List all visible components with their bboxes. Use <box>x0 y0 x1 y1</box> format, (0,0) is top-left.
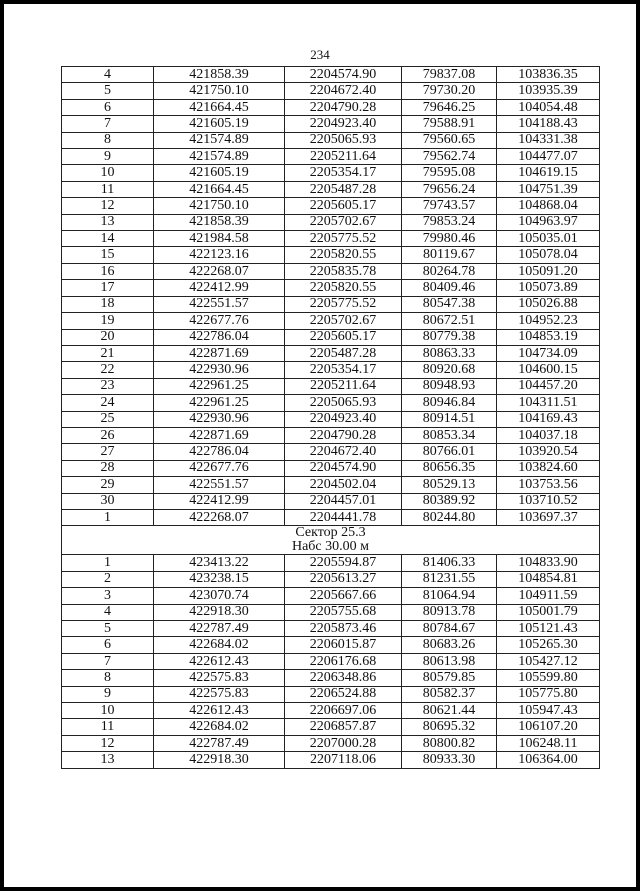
local-y-cell: 104477.07 <box>497 149 600 165</box>
coord-x-cell: 422871.69 <box>154 427 285 443</box>
point-number-cell: 5 <box>62 83 154 99</box>
point-number-cell: 28 <box>62 460 154 476</box>
coord-y-cell: 2204672.40 <box>285 444 402 460</box>
table-row <box>62 735 600 751</box>
local-x-cell: 80948.93 <box>402 378 497 394</box>
table-row <box>62 149 600 165</box>
table-row <box>62 99 600 115</box>
point-number-cell: 9 <box>62 686 154 702</box>
local-y-cell: 104619.15 <box>497 165 600 181</box>
coord-y-cell: 2205820.55 <box>285 280 402 296</box>
local-y-cell: 104911.59 <box>497 588 600 604</box>
coord-x-cell: 422787.49 <box>154 735 285 751</box>
local-y-cell: 104963.97 <box>497 214 600 230</box>
table-row <box>62 427 600 443</box>
local-x-cell: 80913.78 <box>402 604 497 620</box>
point-number-cell: 25 <box>62 411 154 427</box>
coord-x-cell: 421858.39 <box>154 214 285 230</box>
coord-x-cell: 421664.45 <box>154 181 285 197</box>
local-y-cell: 104751.39 <box>497 181 600 197</box>
table-row <box>62 181 600 197</box>
local-y-cell: 103753.56 <box>497 477 600 493</box>
point-number-cell: 10 <box>62 703 154 719</box>
coord-y-cell: 2205605.17 <box>285 329 402 345</box>
table-row <box>62 621 600 637</box>
local-y-cell: 104952.23 <box>497 313 600 329</box>
local-x-cell: 80863.33 <box>402 345 497 361</box>
table-row <box>62 296 600 312</box>
local-x-cell: 79980.46 <box>402 231 497 247</box>
local-x-cell: 80529.13 <box>402 477 497 493</box>
coord-y-cell: 2205873.46 <box>285 621 402 637</box>
point-number-cell: 1 <box>62 509 154 525</box>
local-y-cell: 104169.43 <box>497 411 600 427</box>
coord-y-cell: 2205820.55 <box>285 247 402 263</box>
table-row <box>62 670 600 686</box>
local-x-cell: 80683.26 <box>402 637 497 653</box>
table-row <box>62 67 600 83</box>
coord-x-cell: 422918.30 <box>154 752 285 768</box>
table-row <box>62 280 600 296</box>
coord-y-cell: 2206348.86 <box>285 670 402 686</box>
local-y-cell: 105599.80 <box>497 670 600 686</box>
local-y-cell: 104331.38 <box>497 132 600 148</box>
local-y-cell: 104054.48 <box>497 99 600 115</box>
coord-y-cell: 2205702.67 <box>285 214 402 230</box>
table-row <box>62 132 600 148</box>
point-number-cell: 19 <box>62 313 154 329</box>
local-x-cell: 80621.44 <box>402 703 497 719</box>
table-row <box>62 703 600 719</box>
point-number-cell: 15 <box>62 247 154 263</box>
local-x-cell: 81064.94 <box>402 588 497 604</box>
coord-x-cell: 422123.16 <box>154 247 285 263</box>
coord-x-cell: 422786.04 <box>154 329 285 345</box>
table-row <box>62 198 600 214</box>
coord-y-cell: 2206857.87 <box>285 719 402 735</box>
local-y-cell: 105427.12 <box>497 653 600 669</box>
table-row <box>62 378 600 394</box>
local-x-cell: 80920.68 <box>402 362 497 378</box>
point-number-cell: 13 <box>62 214 154 230</box>
local-x-cell: 80119.67 <box>402 247 497 263</box>
point-number-cell: 13 <box>62 752 154 768</box>
local-x-cell: 80547.38 <box>402 296 497 312</box>
point-number-cell: 11 <box>62 719 154 735</box>
local-y-cell: 103836.35 <box>497 67 600 83</box>
local-y-cell: 105078.04 <box>497 247 600 263</box>
point-number-cell: 7 <box>62 653 154 669</box>
point-number-cell: 27 <box>62 444 154 460</box>
coord-x-cell: 422575.83 <box>154 686 285 702</box>
point-number-cell: 21 <box>62 345 154 361</box>
point-number-cell: 8 <box>62 670 154 686</box>
coord-y-cell: 2207000.28 <box>285 735 402 751</box>
local-x-cell: 80672.51 <box>402 313 497 329</box>
coord-y-cell: 2204457.01 <box>285 493 402 509</box>
local-y-cell: 104853.19 <box>497 329 600 345</box>
local-y-cell: 104457.20 <box>497 378 600 394</box>
table-row <box>62 395 600 411</box>
coord-x-cell: 423070.74 <box>154 588 285 604</box>
local-x-cell: 80656.35 <box>402 460 497 476</box>
table-row <box>62 588 600 604</box>
coord-y-cell: 2205702.67 <box>285 313 402 329</box>
local-x-cell: 80784.67 <box>402 621 497 637</box>
local-y-cell: 106107.20 <box>497 719 600 735</box>
point-number-cell: 12 <box>62 198 154 214</box>
local-x-cell: 79595.08 <box>402 165 497 181</box>
local-x-cell: 80582.37 <box>402 686 497 702</box>
coord-x-cell: 422930.96 <box>154 362 285 378</box>
coord-x-cell: 421664.45 <box>154 99 285 115</box>
point-number-cell: 26 <box>62 427 154 443</box>
point-number-cell: 7 <box>62 116 154 132</box>
table-row <box>62 411 600 427</box>
local-x-cell: 80779.38 <box>402 329 497 345</box>
coord-y-cell: 2204574.90 <box>285 460 402 476</box>
coord-x-cell: 422412.99 <box>154 493 285 509</box>
table-row <box>62 329 600 345</box>
local-y-cell: 104311.51 <box>497 395 600 411</box>
local-x-cell: 80579.85 <box>402 670 497 686</box>
coord-y-cell: 2205487.28 <box>285 181 402 197</box>
local-x-cell: 80244.80 <box>402 509 497 525</box>
local-x-cell: 80853.34 <box>402 427 497 443</box>
coord-x-cell: 422786.04 <box>154 444 285 460</box>
document-page <box>4 4 636 887</box>
local-x-cell: 79730.20 <box>402 83 497 99</box>
local-x-cell: 80946.84 <box>402 395 497 411</box>
point-number-cell: 4 <box>62 67 154 83</box>
table-row <box>62 247 600 263</box>
coord-y-cell: 2205667.66 <box>285 588 402 604</box>
table-row <box>62 444 600 460</box>
sector-cell <box>62 526 600 555</box>
table-row <box>62 571 600 587</box>
local-y-cell: 105026.88 <box>497 296 600 312</box>
coord-y-cell: 2204574.90 <box>285 67 402 83</box>
table-row <box>62 165 600 181</box>
point-number-cell: 24 <box>62 395 154 411</box>
coord-x-cell: 422612.43 <box>154 653 285 669</box>
local-y-cell: 105091.20 <box>497 263 600 279</box>
coord-y-cell: 2205065.93 <box>285 395 402 411</box>
coord-x-cell: 422268.07 <box>154 263 285 279</box>
coord-x-cell: 422961.25 <box>154 378 285 394</box>
local-y-cell: 104734.09 <box>497 345 600 361</box>
coord-y-cell: 2205605.17 <box>285 198 402 214</box>
local-x-cell: 79743.57 <box>402 198 497 214</box>
local-x-cell: 79562.74 <box>402 149 497 165</box>
local-y-cell: 103697.37 <box>497 509 600 525</box>
coord-x-cell: 421574.89 <box>154 149 285 165</box>
table-row <box>62 686 600 702</box>
point-number-cell: 20 <box>62 329 154 345</box>
point-number-cell: 17 <box>62 280 154 296</box>
coord-x-cell: 422918.30 <box>154 604 285 620</box>
local-y-cell: 105073.89 <box>497 280 600 296</box>
point-number-cell: 11 <box>62 181 154 197</box>
coord-y-cell: 2206697.06 <box>285 703 402 719</box>
coord-y-cell: 2204790.28 <box>285 427 402 443</box>
coord-x-cell: 422551.57 <box>154 477 285 493</box>
coord-x-cell: 422412.99 <box>154 280 285 296</box>
point-number-cell: 23 <box>62 378 154 394</box>
table-row <box>62 83 600 99</box>
coord-x-cell: 422684.02 <box>154 719 285 735</box>
coord-y-cell: 2205354.17 <box>285 362 402 378</box>
coord-y-cell: 2204502.04 <box>285 477 402 493</box>
local-x-cell: 79837.08 <box>402 67 497 83</box>
local-y-cell: 105035.01 <box>497 231 600 247</box>
point-number-cell: 2 <box>62 571 154 587</box>
coord-x-cell: 422575.83 <box>154 670 285 686</box>
table-body-top <box>62 67 600 526</box>
local-x-cell: 79853.24 <box>402 214 497 230</box>
table-row <box>62 604 600 620</box>
coord-y-cell: 2204923.40 <box>285 411 402 427</box>
point-number-cell: 4 <box>62 604 154 620</box>
table-row <box>62 345 600 361</box>
table-row <box>62 493 600 509</box>
point-number-cell: 6 <box>62 99 154 115</box>
local-x-cell: 80800.82 <box>402 735 497 751</box>
local-x-cell: 79646.25 <box>402 99 497 115</box>
coord-y-cell: 2205211.64 <box>285 378 402 394</box>
local-x-cell: 80389.92 <box>402 493 497 509</box>
coord-x-cell: 423238.15 <box>154 571 285 587</box>
coord-x-cell: 422677.76 <box>154 460 285 476</box>
sector-height-label: Набс 30.00 м <box>291 539 370 555</box>
local-x-cell: 81231.55 <box>402 571 497 587</box>
local-x-cell: 79656.24 <box>402 181 497 197</box>
coord-x-cell: 421750.10 <box>154 198 285 214</box>
point-number-cell: 6 <box>62 637 154 653</box>
coord-x-cell: 422961.25 <box>154 395 285 411</box>
coord-x-cell: 422677.76 <box>154 313 285 329</box>
coord-x-cell: 422871.69 <box>154 345 285 361</box>
point-number-cell: 14 <box>62 231 154 247</box>
coord-y-cell: 2204672.40 <box>285 83 402 99</box>
coord-y-cell: 2205835.78 <box>285 263 402 279</box>
local-x-cell: 79588.91 <box>402 116 497 132</box>
sector-header <box>62 526 600 555</box>
point-number-cell: 5 <box>62 621 154 637</box>
table-row <box>62 313 600 329</box>
point-number-cell: 29 <box>62 477 154 493</box>
coord-x-cell: 423413.22 <box>154 555 285 571</box>
local-y-cell: 103935.39 <box>497 83 600 99</box>
local-y-cell: 103920.54 <box>497 444 600 460</box>
coord-x-cell: 422612.43 <box>154 703 285 719</box>
coord-y-cell: 2205755.68 <box>285 604 402 620</box>
local-y-cell: 105265.30 <box>497 637 600 653</box>
table-row <box>62 214 600 230</box>
coord-x-cell: 421984.58 <box>154 231 285 247</box>
coord-x-cell: 421574.89 <box>154 132 285 148</box>
point-number-cell: 9 <box>62 149 154 165</box>
table-row <box>62 263 600 279</box>
local-y-cell: 106248.11 <box>497 735 600 751</box>
local-x-cell: 80264.78 <box>402 263 497 279</box>
local-x-cell: 80766.01 <box>402 444 497 460</box>
local-y-cell: 103710.52 <box>497 493 600 509</box>
table-row <box>62 637 600 653</box>
coord-x-cell: 422787.49 <box>154 621 285 637</box>
local-y-cell: 104833.90 <box>497 555 600 571</box>
table-row <box>62 116 600 132</box>
local-x-cell: 80409.46 <box>402 280 497 296</box>
coord-x-cell: 422551.57 <box>154 296 285 312</box>
local-x-cell: 79560.65 <box>402 132 497 148</box>
table-row <box>62 460 600 476</box>
coord-y-cell: 2206015.87 <box>285 637 402 653</box>
local-y-cell: 104037.18 <box>497 427 600 443</box>
local-y-cell: 106364.00 <box>497 752 600 768</box>
point-number-cell: 1 <box>62 555 154 571</box>
point-number-cell: 30 <box>62 493 154 509</box>
coord-y-cell: 2205775.52 <box>285 296 402 312</box>
table-row <box>62 719 600 735</box>
point-number-cell: 8 <box>62 132 154 148</box>
table-row <box>62 555 600 571</box>
page-number: 234 <box>310 47 330 62</box>
local-y-cell: 104868.04 <box>497 198 600 214</box>
table-row <box>62 362 600 378</box>
coord-y-cell: 2205594.87 <box>285 555 402 571</box>
coord-y-cell: 2207118.06 <box>285 752 402 768</box>
local-y-cell: 105121.43 <box>497 621 600 637</box>
coord-y-cell: 2205211.64 <box>285 149 402 165</box>
coord-x-cell: 421605.19 <box>154 165 285 181</box>
coord-x-cell: 421750.10 <box>154 83 285 99</box>
local-y-cell: 104600.15 <box>497 362 600 378</box>
coord-y-cell: 2205354.17 <box>285 165 402 181</box>
point-number-cell: 22 <box>62 362 154 378</box>
local-x-cell: 80914.51 <box>402 411 497 427</box>
coord-y-cell: 2206524.88 <box>285 686 402 702</box>
local-y-cell: 104188.43 <box>497 116 600 132</box>
coord-y-cell: 2206176.68 <box>285 653 402 669</box>
coord-y-cell: 2205065.93 <box>285 132 402 148</box>
coord-y-cell: 2204923.40 <box>285 116 402 132</box>
local-x-cell: 80613.98 <box>402 653 497 669</box>
local-y-cell: 105775.80 <box>497 686 600 702</box>
table-row <box>62 231 600 247</box>
table-row <box>62 653 600 669</box>
table-row <box>62 509 600 525</box>
coord-y-cell: 2204441.78 <box>285 509 402 525</box>
sector-title: Сектор 25.3 <box>295 525 366 541</box>
coord-y-cell: 2205775.52 <box>285 231 402 247</box>
coord-y-cell: 2204790.28 <box>285 99 402 115</box>
local-x-cell: 80933.30 <box>402 752 497 768</box>
coord-x-cell: 422930.96 <box>154 411 285 427</box>
table-body-bottom <box>62 555 600 768</box>
table-row <box>62 752 600 768</box>
local-y-cell: 105001.79 <box>497 604 600 620</box>
local-x-cell: 80695.32 <box>402 719 497 735</box>
coord-x-cell: 421858.39 <box>154 67 285 83</box>
coord-x-cell: 421605.19 <box>154 116 285 132</box>
local-y-cell: 105947.43 <box>497 703 600 719</box>
coord-x-cell: 422684.02 <box>154 637 285 653</box>
sector-row <box>62 526 600 555</box>
coordinates-table <box>61 66 600 769</box>
coord-y-cell: 2205487.28 <box>285 345 402 361</box>
point-number-cell: 16 <box>62 263 154 279</box>
local-x-cell: 81406.33 <box>402 555 497 571</box>
table-row <box>62 477 600 493</box>
local-y-cell: 103824.60 <box>497 460 600 476</box>
point-number-cell: 18 <box>62 296 154 312</box>
point-number-cell: 3 <box>62 588 154 604</box>
point-number-cell: 10 <box>62 165 154 181</box>
point-number-cell: 12 <box>62 735 154 751</box>
coord-x-cell: 422268.07 <box>154 509 285 525</box>
coord-y-cell: 2205613.27 <box>285 571 402 587</box>
local-y-cell: 104854.81 <box>497 571 600 587</box>
